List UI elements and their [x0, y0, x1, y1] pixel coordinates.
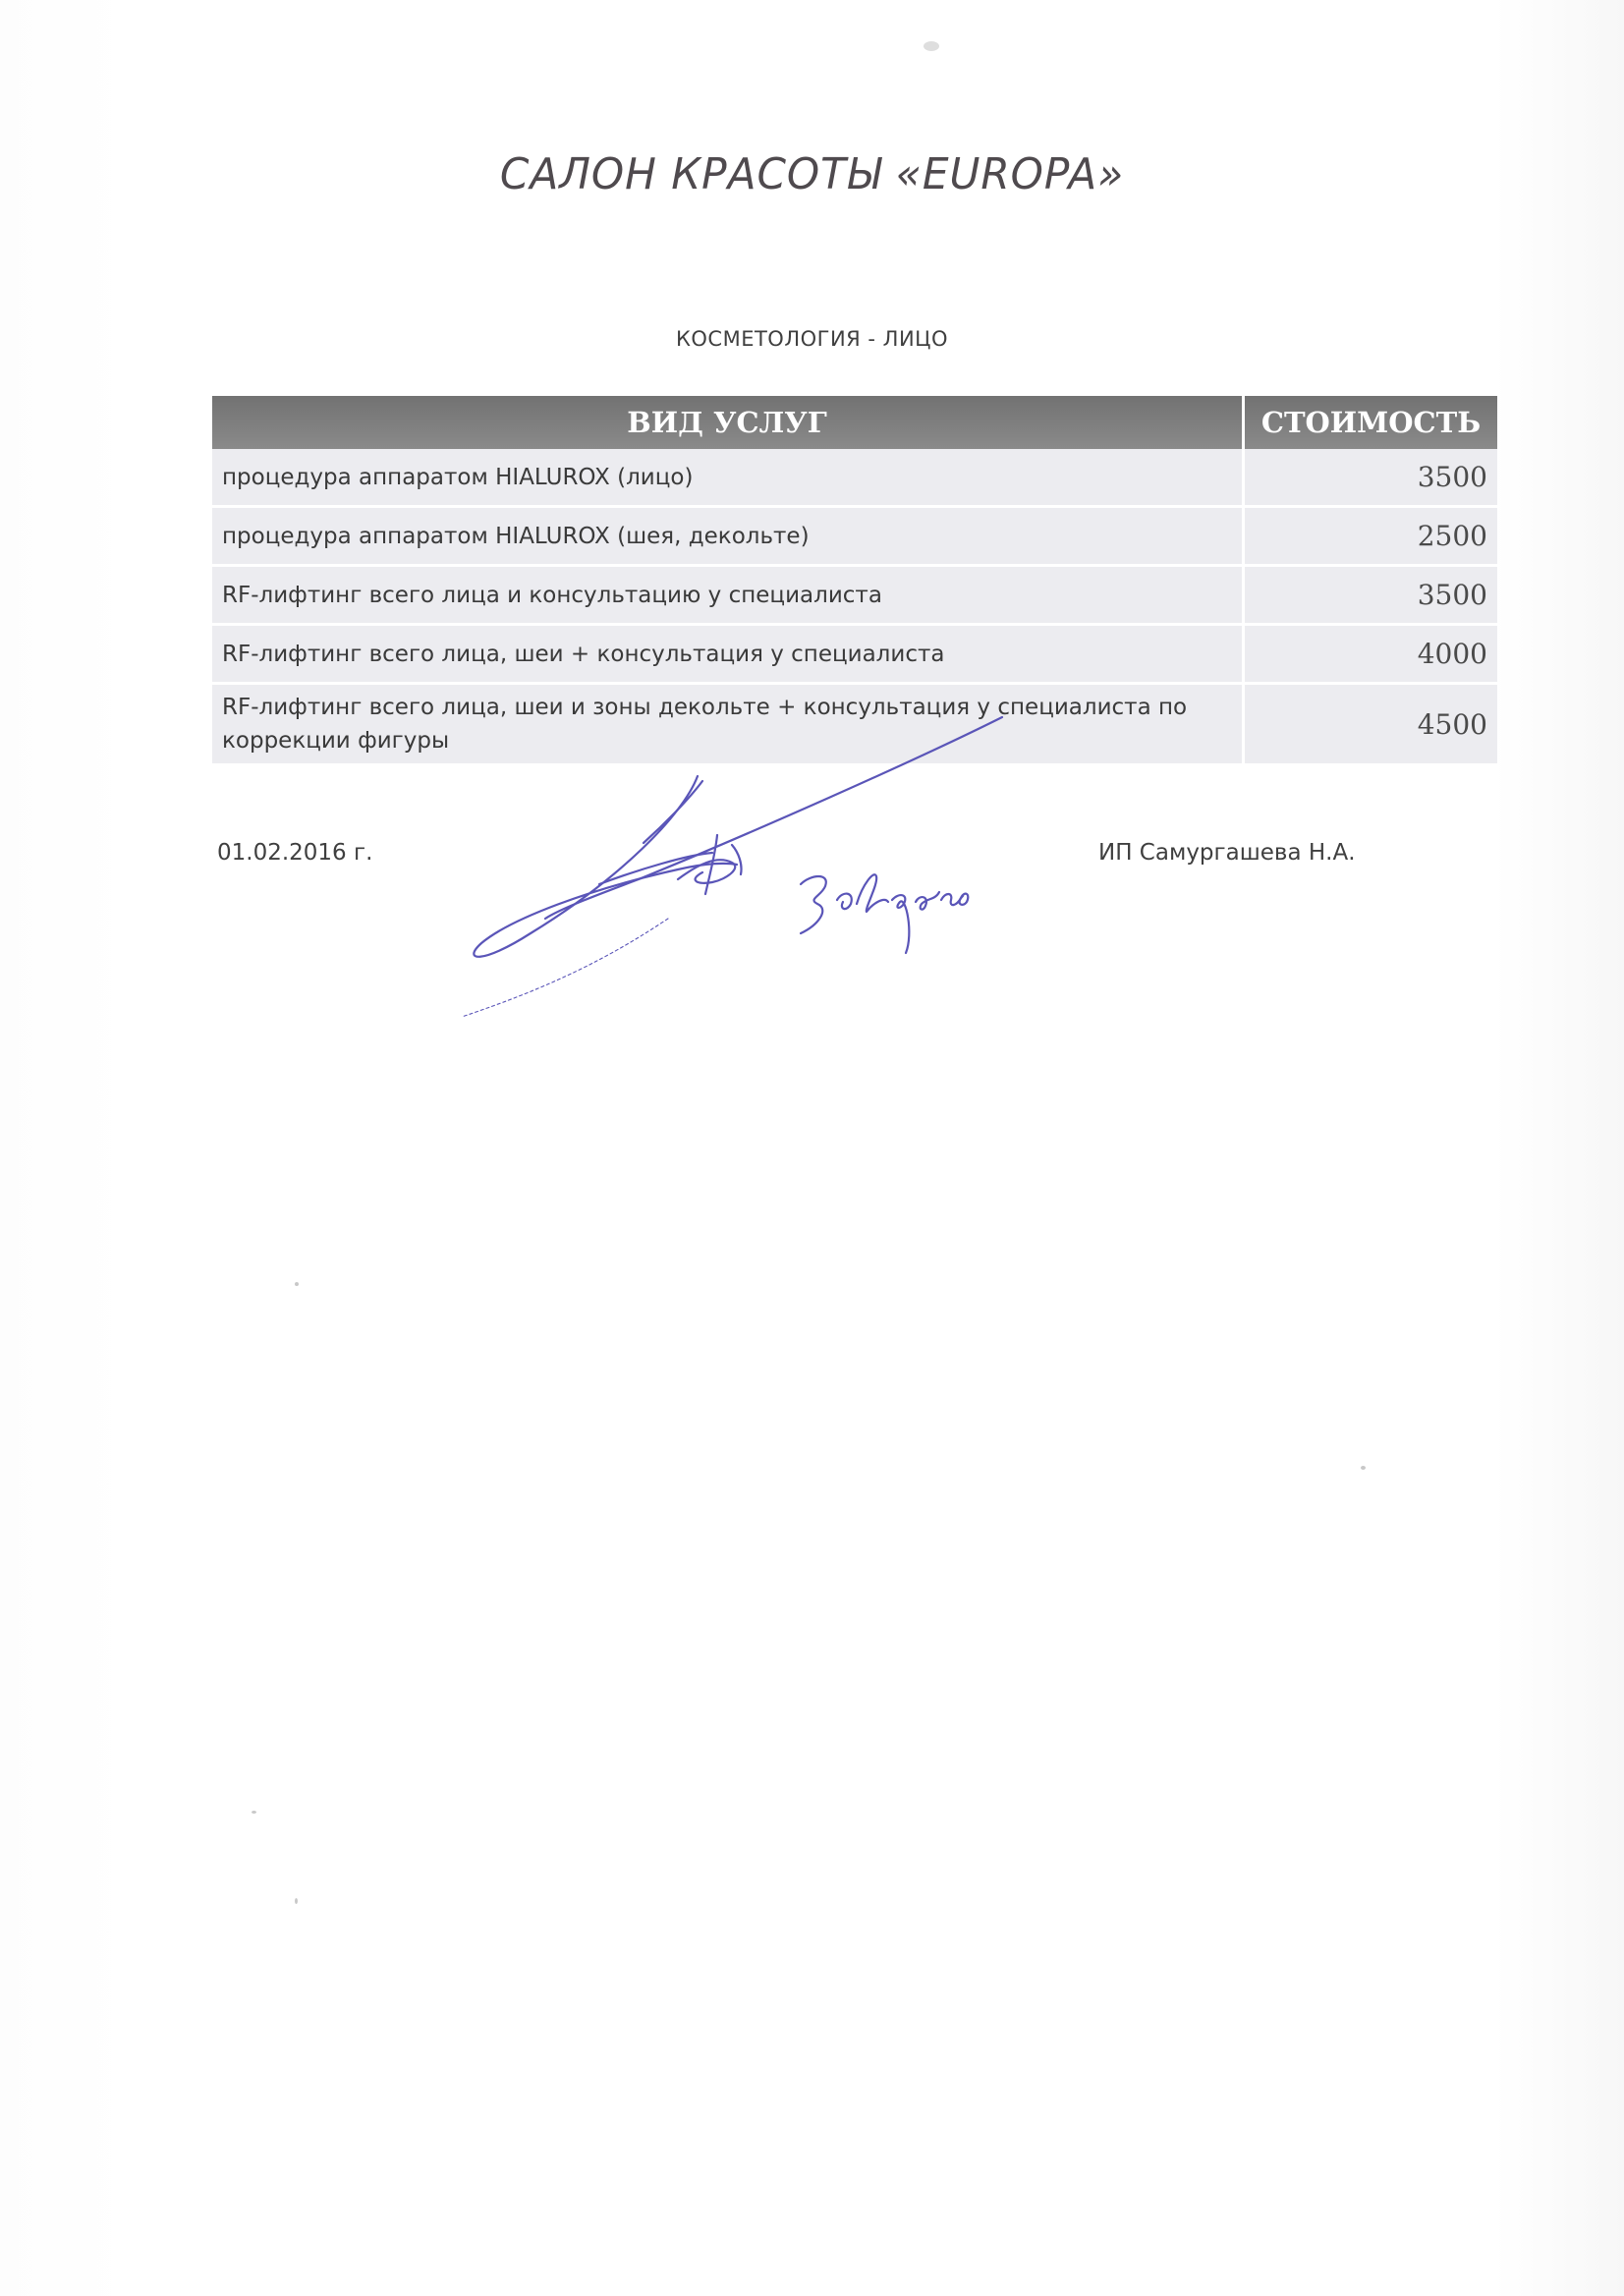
handwritten-signature: [452, 707, 1061, 1032]
signer-name: ИП Самургашева Н.А.: [1098, 840, 1356, 866]
table-row: [212, 625, 1497, 684]
service-cell: процедура аппаратом HIALUROX (лицо): [212, 449, 1244, 507]
column-header-service: ВИД УСЛУГ: [212, 396, 1244, 449]
price-cell: 4000: [1244, 625, 1498, 684]
price-cell: 2500: [1244, 507, 1498, 566]
scan-speck: [295, 1282, 299, 1286]
table-header-row: [212, 396, 1497, 449]
table-row: [212, 566, 1497, 625]
price-cell: 3500: [1244, 449, 1498, 507]
service-cell: процедура аппаратом HIALUROX (шея, декольте): [212, 507, 1244, 566]
document-date: 01.02.2016 г.: [217, 840, 373, 866]
service-cell: RF-лифтинг всего лица, шеи + консультация у специалиста: [212, 625, 1244, 684]
scan-speck: [295, 1898, 298, 1904]
service-cell: RF-лифтинг всего лица, шеи и зоны декольте + консультация у специалиста по коррекции фигуры: [212, 684, 1244, 765]
scan-speck: [1361, 1466, 1366, 1470]
service-cell: RF-лифтинг всего лица и консультацию у специалиста: [212, 566, 1244, 625]
price-cell: 3500: [1244, 566, 1498, 625]
salon-title: САЛОН КРАСОТЫ «EUROPA»: [499, 149, 1125, 199]
table-row: [212, 449, 1497, 507]
section-subtitle: КОСМЕТОЛОГИЯ - ЛИЦО: [675, 327, 949, 351]
scan-speck: [924, 41, 939, 51]
column-header-price: СТОИМОСТЬ: [1244, 396, 1498, 449]
price-cell: 4500: [1244, 684, 1498, 765]
scan-speck: [252, 1811, 256, 1814]
table-row: [212, 507, 1497, 566]
